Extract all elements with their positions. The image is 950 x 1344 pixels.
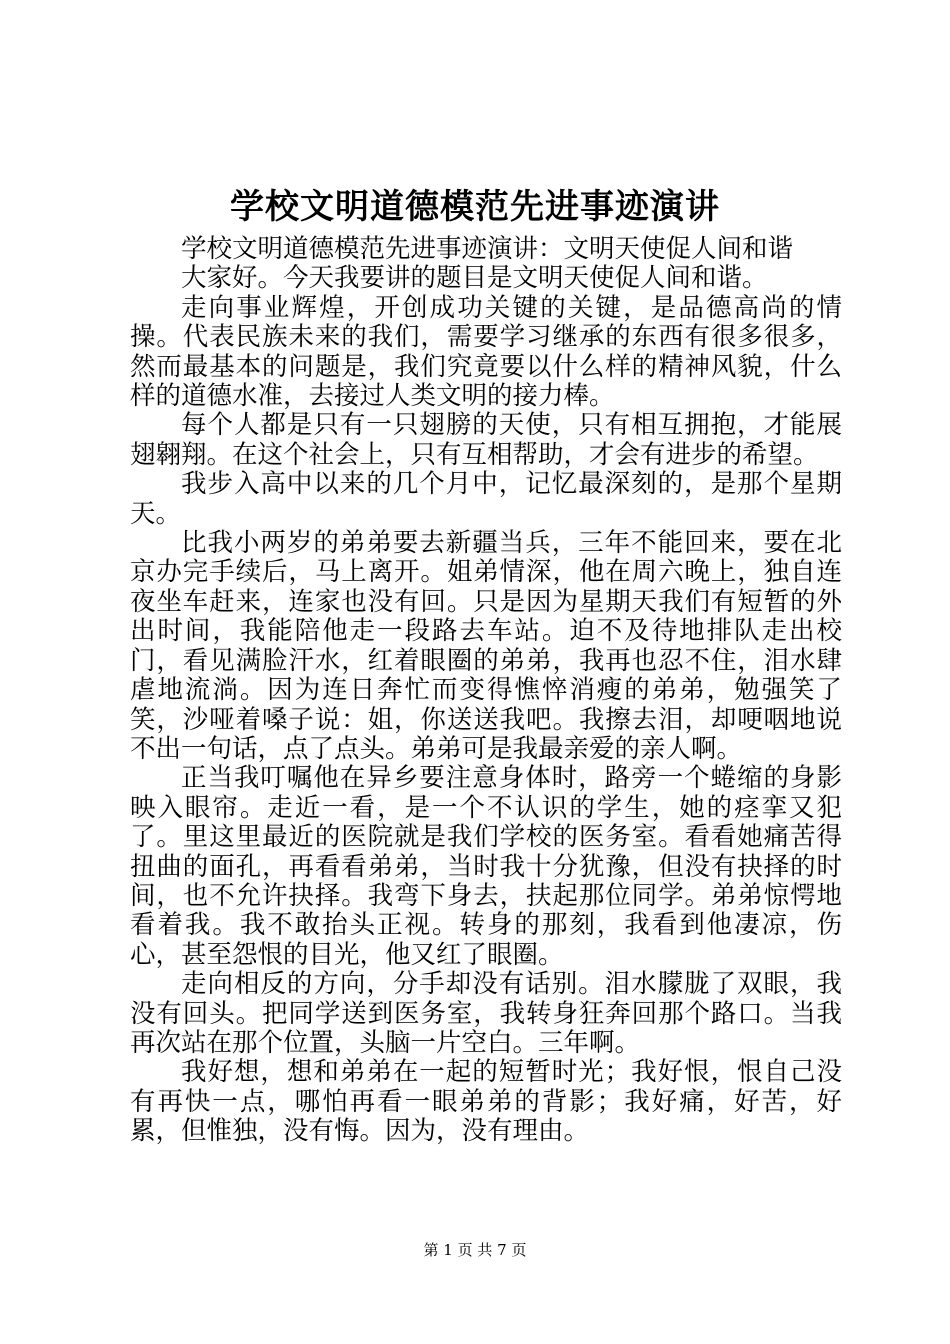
paragraph: 学校文明道德模范先进事迹演讲：文明天使促人间和谐 (181, 234, 794, 264)
page-footer: 第 1 页 共 7 页 (423, 1241, 527, 1259)
paragraph: 大家好。今天我要讲的题目是文明天使促人间和谐。 (181, 263, 768, 294)
paragraph: 比我小两岁的弟弟要去新疆当兵，三年不能回来，要在北京办完手续后，马上离开。姐弟情深，他在周六晚上，独自连夜坐车赶来，连家也没有回。只是因为星期天我们有短暂的外出时间，我能陪他走一段路去车站。迫不及待地排队走出校门，看见满脸汗水，红着眼圈的弟弟，我再也忍不住，泪水肆虐地流淌。因为连日奔忙而变得憔悴消瘦的弟弟，勉强笑了笑，沙哑着嗓子说：姐，你送送我吧。我擦去泪，却哽咽地说不出一句话，点了点头。弟弟可是我最亲爱的亲人啊。 (130, 528, 842, 764)
paragraph: 走向事业辉煌，开创成功关键的关键，是品德高尚的情操。代表民族未来的我们，需要学习继承的东西有很多很多，然而最基本的问题是，我们究竟要以什么样的精神风貌，什么样的道德水准，去接过人类文明的接力棒。 (130, 292, 842, 412)
paragraph: 走向相反的方向，分手却没有话别。泪水朦胧了双眼，我没有回头。把同学送到医务室，我转身狂奔回那个路口。当我再次站在那个位置，头脑一片空白。三年啊。 (130, 969, 842, 1058)
paragraph: 我步入高中以来的几个月中，记忆最深刻的，是那个星期天。 (130, 469, 842, 529)
paragraph: 每个人都是只有一只翅膀的天使，只有相互拥抱，才能展翅翱翔。在这个社会上，只有互相帮助，才会有进步的希望。 (130, 410, 842, 470)
paragraph: 我好想，想和弟弟在一起的短暂时光；我好恨，恨自己没有再快一点，哪怕再看一眼弟弟的背影；我好痛，好苦，好累，但惟独，没有悔。因为，没有理由。 (130, 1057, 842, 1147)
document-body (130, 235, 842, 1147)
document-title: 学校文明道德模范先进事迹演讲 (230, 187, 720, 227)
paragraph: 正当我叮嘱他在异乡要注意身体时，路旁一个蜷缩的身影映入眼帘。走近一看，是一个不认识的学生，她的痉挛又犯了。里这里最近的医院就是我们学校的医务室。看看她痛苦得扭曲的面孔，再看看弟弟，当时我十分犹豫，但没有抉择的时间，也不允许抉择。我弯下身去，扶起那位同学。弟弟惊愕地看着我。我不敢抬头正视。转身的那刻，我看到他凄凉，伤心，甚至怨恨的目光，他又红了眼圈。 (130, 763, 842, 970)
